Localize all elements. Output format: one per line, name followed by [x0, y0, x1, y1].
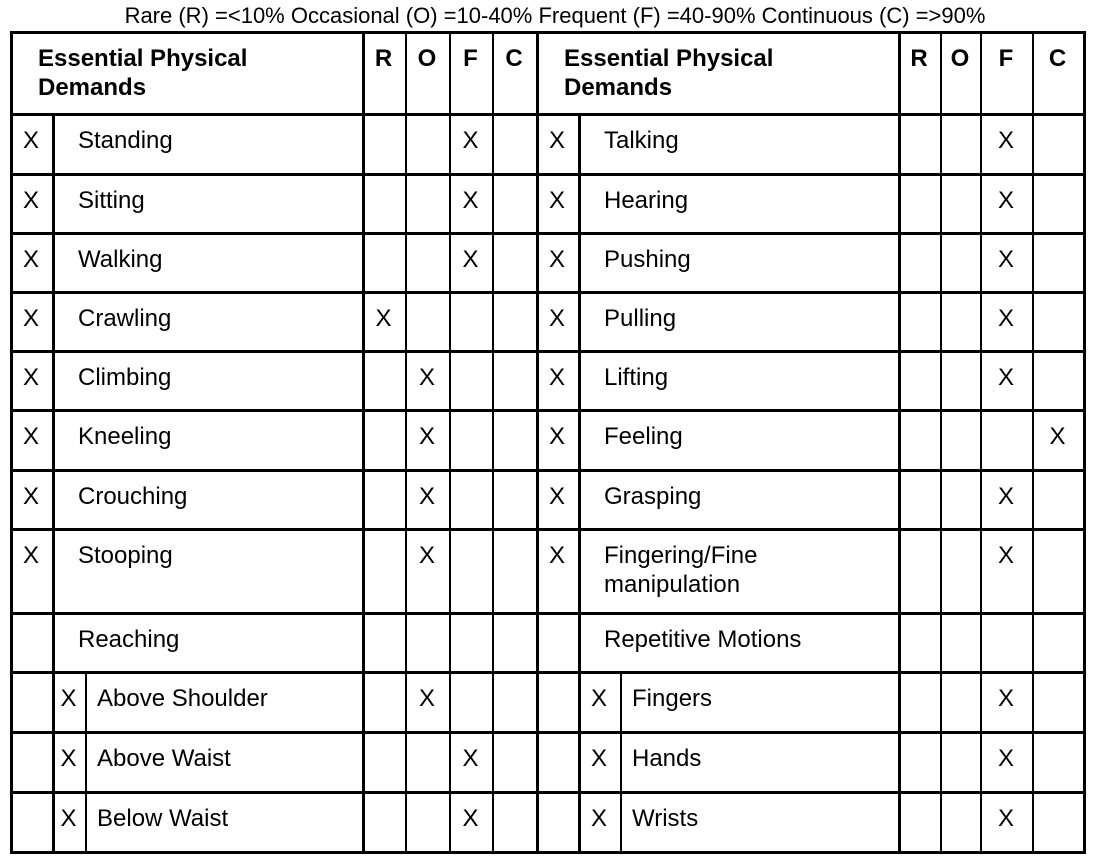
header-col-f: F — [463, 45, 478, 72]
demand-label: Grasping — [604, 483, 702, 510]
column-rule — [85, 672, 87, 854]
frequency-cell-r — [898, 792, 940, 852]
frequency-cell-r — [362, 613, 405, 672]
frequency-cell-r — [898, 114, 940, 174]
demand-label: Walking — [78, 246, 163, 273]
column-rule — [940, 32, 942, 854]
demand-label: Standing — [78, 127, 173, 154]
row-rule — [10, 31, 1086, 34]
header-title — [10, 32, 362, 114]
frequency-cell-c — [492, 410, 536, 470]
column-rule — [536, 32, 539, 854]
frequency-cell-f — [449, 351, 492, 410]
frequency-mark-o: X — [418, 364, 435, 391]
frequency-mark-o: X — [418, 685, 435, 712]
frequency-cell-o — [940, 613, 980, 672]
column-rule — [1032, 32, 1034, 854]
frequency-legend: Rare (R) =<10% Occasional (O) =10-40% Frequent (F) =40-90% Continuous (C) =>90% — [124, 3, 986, 28]
frequency-cell-r — [898, 613, 940, 672]
frequency-cell-r — [362, 174, 405, 233]
row-rule — [10, 671, 1086, 674]
frequency-cell-f — [449, 613, 492, 672]
row-rule — [10, 291, 1086, 294]
sub-check-mark: X — [590, 685, 607, 712]
frequency-cell-c — [1032, 613, 1083, 672]
row-rule — [10, 173, 1086, 176]
frequency-mark-o: X — [418, 423, 435, 450]
header-title-line2: Demands — [564, 74, 673, 101]
frequency-cell-f — [449, 292, 492, 351]
header-col-r: R — [374, 45, 393, 72]
frequency-cell-c — [1032, 529, 1083, 613]
frequency-cell-c — [1032, 292, 1083, 351]
sub-check-mark: X — [590, 805, 607, 832]
column-rule — [1083, 32, 1086, 854]
group-label: Repetitive Motions — [604, 626, 802, 653]
sub-demand-label: Hands — [632, 745, 702, 772]
frequency-cell-r — [898, 410, 940, 470]
frequency-cell-c — [1032, 114, 1083, 174]
frequency-cell-o — [940, 792, 980, 852]
column-rule — [362, 32, 365, 854]
check-mark: X — [22, 127, 39, 154]
column-rule — [492, 32, 494, 854]
frequency-cell-o — [940, 410, 980, 470]
column-rule — [405, 32, 407, 854]
demand-label: Feeling — [604, 423, 683, 450]
demand-label: Fingering/Fine manipulation — [604, 542, 758, 598]
frequency-cell-f — [449, 410, 492, 470]
frequency-cell-r — [362, 792, 405, 852]
frequency-cell-c — [492, 672, 536, 732]
frequency-cell-o — [405, 233, 449, 292]
frequency-cell-c — [1032, 174, 1083, 233]
header-col-f: F — [998, 45, 1014, 72]
frequency-cell-c — [492, 174, 536, 233]
frequency-cell-o — [405, 114, 449, 174]
sub-check-mark: X — [590, 745, 607, 772]
frequency-cell-r — [898, 529, 940, 613]
check-mark: X — [548, 364, 565, 391]
header-title-line1: Essential Physical — [38, 45, 248, 72]
frequency-cell-o — [940, 672, 980, 732]
column-rule — [898, 32, 901, 854]
row-rule — [10, 791, 1086, 794]
frequency-cell-r — [362, 732, 405, 792]
frequency-cell-c — [492, 292, 536, 351]
sub-demand-label: Above Waist — [97, 745, 231, 772]
column-rule — [578, 114, 581, 854]
column-rule — [52, 114, 55, 854]
frequency-cell-c — [1032, 792, 1083, 852]
frequency-cell-r — [898, 233, 940, 292]
frequency-cell-r — [898, 351, 940, 410]
frequency-cell-o — [405, 792, 449, 852]
check-mark: X — [22, 246, 39, 273]
frequency-cell-r — [362, 470, 405, 529]
frequency-mark-f: X — [997, 542, 1014, 569]
row-rule — [10, 409, 1086, 412]
row-rule — [10, 350, 1086, 353]
frequency-mark-c: X — [1049, 423, 1066, 450]
check-mark: X — [548, 305, 565, 332]
frequency-cell-o — [405, 613, 449, 672]
frequency-mark-f: X — [997, 364, 1014, 391]
frequency-cell-c — [1032, 470, 1083, 529]
frequency-cell-o — [940, 732, 980, 792]
demand-label: Pulling — [604, 305, 677, 332]
frequency-cell-o — [405, 174, 449, 233]
frequency-cell-o — [940, 470, 980, 529]
demand-label: Stooping — [78, 542, 173, 569]
demand-label: Lifting — [604, 364, 669, 391]
frequency-cell-c — [492, 732, 536, 792]
column-rule — [980, 32, 982, 854]
row-rule — [10, 113, 1086, 116]
frequency-cell-f — [980, 613, 1032, 672]
check-mark: X — [548, 483, 565, 510]
check-mark: X — [22, 423, 39, 450]
demand-label: Climbing — [78, 364, 172, 391]
frequency-cell-r — [898, 732, 940, 792]
column-rule — [10, 32, 13, 854]
frequency-mark-f: X — [997, 483, 1014, 510]
frequency-cell-c — [1032, 672, 1083, 732]
frequency-cell-f — [449, 470, 492, 529]
check-mark: X — [22, 364, 39, 391]
demand-label: Crawling — [78, 305, 172, 332]
sub-check-mark: X — [60, 745, 77, 772]
group-label: Reaching — [78, 626, 180, 653]
frequency-cell-c — [1032, 233, 1083, 292]
frequency-cell-r — [362, 529, 405, 613]
frequency-mark-o: X — [418, 483, 435, 510]
check-mark: X — [22, 305, 39, 332]
row-rule — [10, 232, 1086, 235]
check-mark: X — [548, 187, 565, 214]
frequency-mark-f: X — [997, 127, 1014, 154]
demand-label: Kneeling — [78, 423, 172, 450]
frequency-cell-o — [405, 292, 449, 351]
frequency-mark-f: X — [462, 805, 479, 832]
header-title-line2: Demands — [38, 74, 147, 101]
frequency-cell-o — [940, 174, 980, 233]
sub-demand-label: Wrists — [632, 805, 699, 832]
sub-check-mark: X — [60, 805, 77, 832]
column-rule — [620, 672, 622, 854]
sub-demand-label: Fingers — [632, 685, 713, 712]
frequency-cell-c — [492, 233, 536, 292]
frequency-mark-f: X — [462, 745, 479, 772]
row-rule — [10, 851, 1086, 854]
check-mark: X — [548, 127, 565, 154]
header-col-o: O — [950, 45, 970, 72]
demand-label: Crouching — [78, 483, 188, 510]
frequency-cell-c — [492, 351, 536, 410]
column-rule — [449, 32, 451, 854]
row-rule — [10, 612, 1086, 615]
row-rule — [10, 731, 1086, 734]
frequency-mark-f: X — [997, 246, 1014, 273]
frequency-cell-f — [449, 672, 492, 732]
frequency-cell-c — [492, 470, 536, 529]
check-mark: X — [548, 542, 565, 569]
frequency-cell-r — [362, 410, 405, 470]
frequency-mark-f: X — [997, 745, 1014, 772]
demand-label: Talking — [604, 127, 679, 154]
check-mark: X — [22, 187, 39, 214]
check-mark: X — [548, 246, 565, 273]
sub-check-mark: X — [60, 685, 77, 712]
frequency-mark-f: X — [462, 246, 479, 273]
demand-label: Pushing — [604, 246, 691, 273]
frequency-cell-c — [1032, 351, 1083, 410]
frequency-cell-r — [898, 672, 940, 732]
frequency-mark-r: X — [375, 305, 392, 332]
frequency-cell-o — [405, 732, 449, 792]
header-col-r: R — [910, 45, 928, 72]
demand-label: Hearing — [604, 187, 689, 214]
frequency-cell-r — [362, 114, 405, 174]
frequency-cell-r — [898, 174, 940, 233]
check-mark: X — [22, 542, 39, 569]
frequency-cell-r — [898, 470, 940, 529]
header-col-c: C — [1048, 45, 1067, 72]
header-col-o: O — [417, 45, 437, 72]
frequency-cell-c — [492, 792, 536, 852]
frequency-cell-r — [898, 292, 940, 351]
frequency-cell-c — [1032, 732, 1083, 792]
demand-label: Sitting — [78, 187, 145, 214]
frequency-cell-c — [492, 529, 536, 613]
frequency-cell-f — [449, 529, 492, 613]
check-mark: X — [548, 423, 565, 450]
row-rule — [10, 469, 1086, 472]
check-mark: X — [22, 483, 39, 510]
frequency-mark-f: X — [462, 187, 479, 214]
frequency-cell-o — [940, 529, 980, 613]
header-title — [536, 32, 898, 114]
frequency-cell-c — [492, 114, 536, 174]
sub-demand-label: Below Waist — [97, 805, 229, 832]
frequency-mark-f: X — [462, 127, 479, 154]
frequency-mark-f: X — [997, 685, 1014, 712]
row-rule — [10, 528, 1086, 531]
frequency-cell-o — [940, 351, 980, 410]
frequency-mark-f: X — [997, 805, 1014, 832]
frequency-cell-r — [362, 351, 405, 410]
frequency-cell-r — [362, 672, 405, 732]
header-title-line1: Essential Physical — [564, 45, 774, 72]
frequency-cell-o — [940, 292, 980, 351]
frequency-mark-f: X — [997, 305, 1014, 332]
frequency-cell-o — [940, 114, 980, 174]
frequency-cell-c — [492, 613, 536, 672]
frequency-cell-r — [362, 233, 405, 292]
frequency-cell-f — [980, 410, 1032, 470]
frequency-mark-f: X — [997, 187, 1014, 214]
sub-demand-label: Above Shoulder — [97, 685, 268, 712]
frequency-cell-o — [940, 233, 980, 292]
header-col-c: C — [505, 45, 523, 72]
frequency-mark-o: X — [418, 542, 435, 569]
